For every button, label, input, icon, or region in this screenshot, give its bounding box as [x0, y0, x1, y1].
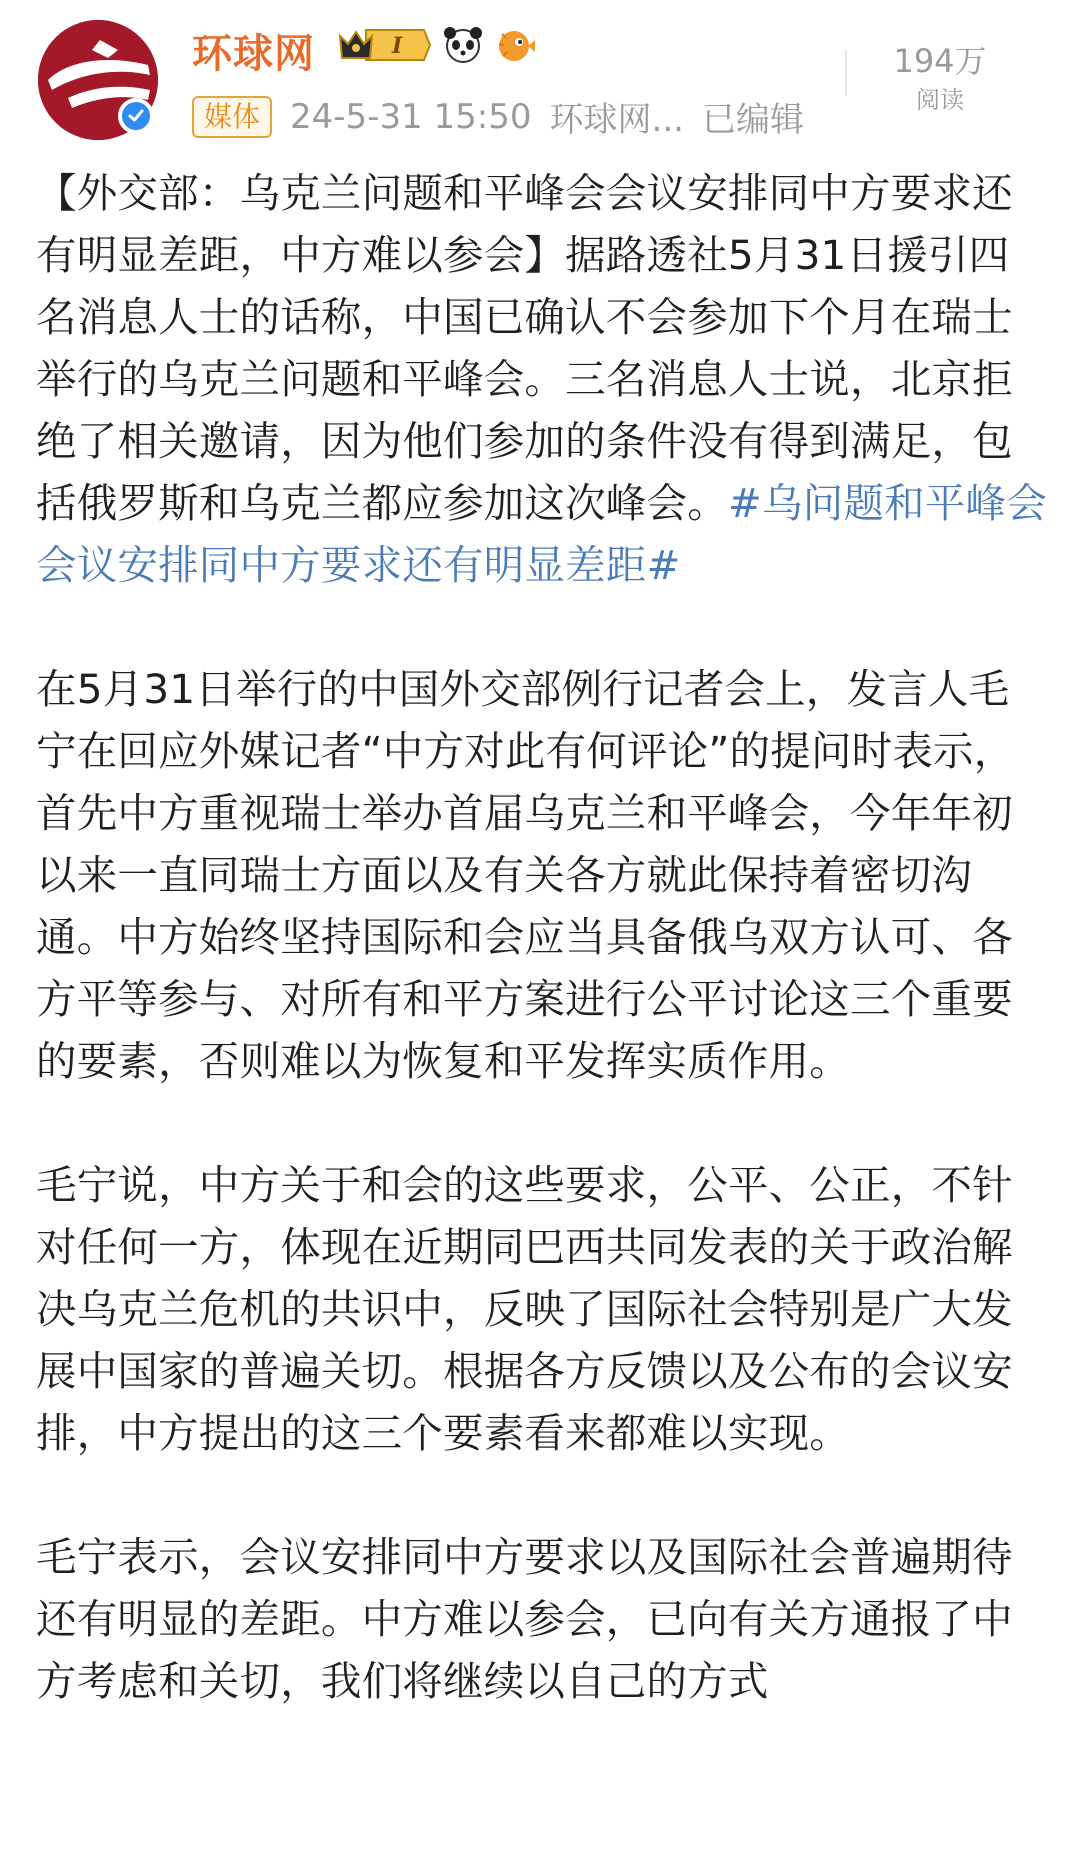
author-name[interactable]: 环球网 — [192, 31, 315, 77]
pufferfish-icon[interactable] — [494, 24, 536, 66]
post-timestamp: 24-5-31 15:50 — [290, 96, 532, 137]
paragraph-2: 在5月31日举行的中国外交部例行记者会上，发言人毛宁在回应外媒记者“中方对此有何评论”的提问时表示，首先中方重视瑞士举办首届乌克兰和平峰会，今年年初以来一直同瑞士方面以及有关各方就此保持着密切沟通。中方始终坚持国际和会应当具备俄乌双方认可、各方平等参与、对所有和平方案进行公平讨论这三个重要的要素，否则难以为恢复和平发挥实质作用。 — [36, 665, 1015, 1085]
divider — [845, 50, 847, 96]
paragraph-3: 毛宁说，中方关于和会的这些要求，公平、公正，不针对任何一方，体现在近期同巴西共同发表的关于政治解决乌克兰危机的共识中，反映了国际社会特别是广大发展中国家的普遍关切。根据各方反馈以及公布的会议安排，中方提出的这三个要素看来都难以实现。 — [36, 1161, 1013, 1457]
badge-row — [336, 24, 536, 66]
paragraph-1 — [36, 162, 1048, 596]
crown-level-icon[interactable] — [336, 24, 432, 66]
panda-icon[interactable] — [442, 24, 484, 66]
read-count-number: 194万 — [893, 42, 987, 80]
meta-row — [192, 92, 804, 141]
paragraph-4: 毛宁表示，会议安排同中方要求以及国际社会普遍期待还有明显的差距。中方难以参会，已向有关方通报了中方考虑和关切，我们将继续以自己的方式 — [36, 1533, 1013, 1705]
verified-icon — [118, 98, 154, 134]
topic-link[interactable]: #乌问题和平峰会会议安排同中方要求还有明显差距# — [36, 479, 1047, 589]
media-tag: 媒体 — [192, 96, 272, 138]
read-count — [880, 36, 1000, 115]
read-count-label: 阅读 — [916, 86, 964, 114]
paragraph-1-text: 【外交部：乌克兰问题和平峰会会议安排同中方要求还有明显差距，中方难以参会】据路透社5月31日援引四名消息人士的话称，中国已确认不会参加下个月在瑞士举行的乌克兰问题和平峰会。三名消息人士说，北京拒绝了相关邀请，因为他们参加的条件没有得到满足，包括俄罗斯和乌克兰都应参加这次峰会。 — [36, 169, 1013, 527]
edited-label[interactable]: 已编辑 — [701, 100, 804, 140]
post-body — [36, 162, 1048, 1774]
level-text: I — [392, 33, 403, 59]
post-source[interactable]: 环球网... — [549, 100, 684, 140]
post-header — [0, 0, 1080, 150]
